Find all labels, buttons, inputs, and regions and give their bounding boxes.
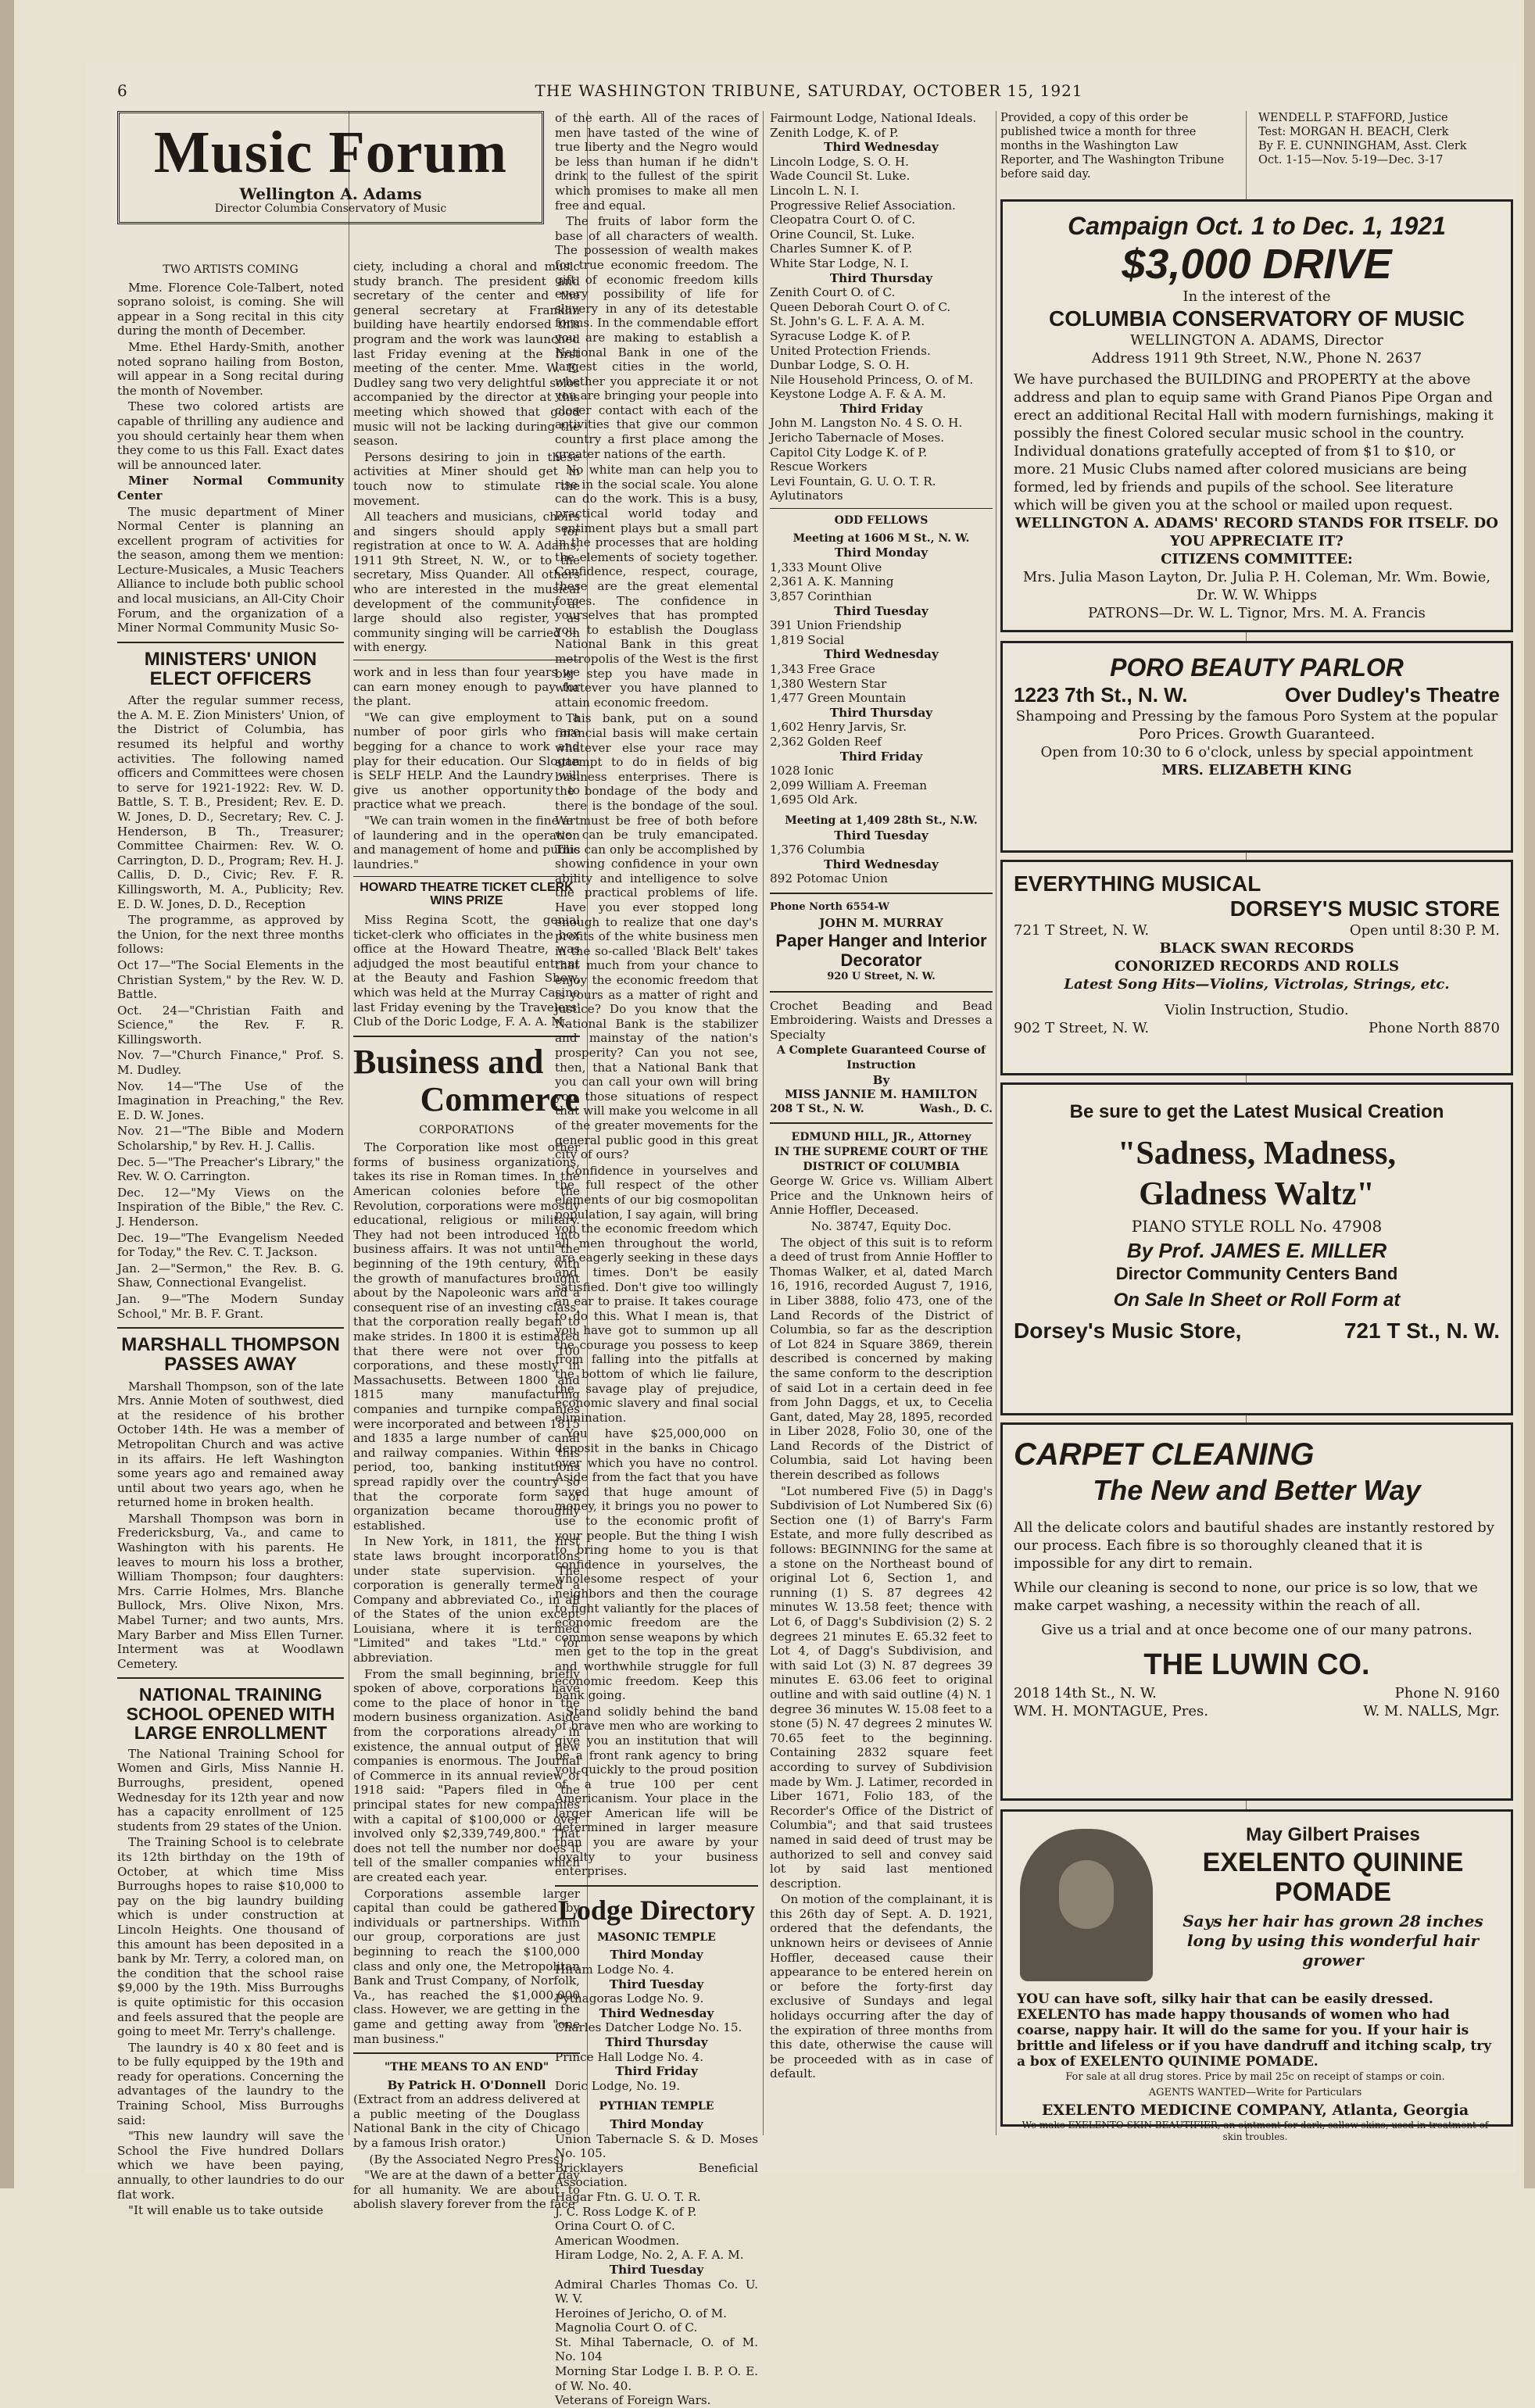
means-to-end-note: (Extract from an address delivered at a public meeting of the Douglass National Bank in the city of Chicago by a famous Irish orator.): [353, 2092, 580, 2151]
lodge-entry: St. Mihal Tabernacle, O. of M. No. 104: [555, 2335, 758, 2364]
article-paragraph: Marshall Thompson, son of the late Mrs. Annie Moten of southwest, died at the residence of his brother October 14th. He was a member of Metropolitan Church and was active in its affairs. He left Washington some years ago and remained away until about two years ago, when he returned home in broken health.: [117, 1379, 344, 1510]
article-paragraph: "It will enable us to take outside: [128, 2203, 324, 2218]
dorsey-music-store-ad: [1000, 860, 1513, 1075]
pythian-lodge-list: [555, 2117, 758, 2408]
music-forum-header: [117, 111, 544, 224]
legal-notice-conclusion: [1000, 111, 1231, 183]
lodge-entry: Wade Council St. Luke.: [770, 169, 911, 184]
meeting-day-heading: Third Tuesday: [609, 2262, 704, 2277]
legal-parties: George W. Grice vs. William Albert Price and the Unknown heirs of Annie Hoffler, Deceased.: [770, 1174, 993, 1218]
lodge-entry: American Woodmen.: [555, 2233, 680, 2248]
lodge-entry: St. John's G. L. F. A. A. M.: [770, 314, 925, 329]
article-paragraph: Miss Regina Scott, the genial ticket-clerk who officiates in the box office at the Howard Theatre, was adjudged the most beautiful entrant at the Beauty and Fashion Show, which was held at the Murray Casino last Friday evening by the Travelers' Club of the Doric Lodge, F. A. A. M.: [353, 912, 580, 1029]
lodge-entry: Hagar Ftn. G. U. O. T. R.: [555, 2189, 701, 2204]
article-paragraph: "We can train women in the fine art of laundering and in the operation and management of home and public laundries.": [353, 813, 580, 871]
ministers-program: [117, 958, 344, 1321]
section-divider: [117, 642, 344, 643]
dorsey-hours: Open until 8:30 P. M.: [1349, 922, 1500, 939]
lodge-entry: Capitol City Lodge K. of P.: [770, 445, 928, 460]
meeting-day-heading: Third Tuesday: [609, 1977, 704, 1991]
article-paragraph: "We can give employment to a number of poor girls who are begging for a chance to work and play for their education. Our Slogan is SELF HELP. And the Laundry will give us another opportunity to practice what we preach.: [353, 710, 580, 812]
poro-line1: Shampoing and Pressing by the famous Poro System at the popular Poro Prices. Growth Guaranteed.: [1015, 708, 1498, 742]
column-4: [770, 111, 993, 2143]
waltz-store: Dorsey's Music Store,: [1014, 1318, 1242, 1343]
article-paragraph: Corporations assemble larger capital than could be gathered by individuals or partnerships. Within our group, corporations are just beginning to reach the $100,000 class and only one, the Metropolitan Bank and Trust Company, of Norfolk, Va., has reached the $1,000,000 class. However, we are getting in the game and getting away from "one man business.": [353, 1886, 580, 2046]
exelento-paragraph: YOU can have soft, silky hair that can be easily dressed. EXELENTO has made happy thousands of women who had coarse, nappy hair. It will do the same for you. If your hair is brittle and lifeless or if you have dandruff and itching scalp, try a box of EXELENTO QUINIME POMADE.: [1017, 1991, 1492, 2070]
waltz-title1: "Sadness, Madness,: [1118, 1136, 1396, 1172]
music-forum-title: Music Forum: [153, 120, 508, 185]
dorsey-address2-row: [1014, 1019, 1500, 1037]
odd-fellows-heading: ODD FELLOWS: [834, 514, 929, 528]
dorsey-address: 721 T Street, N. W.: [1014, 922, 1150, 939]
meeting-day-heading: Third Friday: [615, 2064, 698, 2079]
section-divider: [770, 508, 993, 509]
masthead-title: THE WASHINGTON TRIBUNE, SATURDAY, OCTOBER 15, 1921: [535, 81, 1083, 100]
article-paragraph: The laundry is 40 x 80 feet and is to be fully equipped by the 19th and ready for operations. Concerning the advantages of the laundry to the Training School, Miss Burroughs said:: [117, 2040, 344, 2127]
lodge-entry: Zenith Court O. of C.: [770, 285, 896, 300]
lodge-entry: Magnolia Court O. of C.: [555, 2320, 698, 2335]
meeting-day-heading: Third Tuesday: [834, 828, 929, 843]
carpet-address-row: [1014, 1684, 1500, 1702]
miner-normal-heading: Miner Normal Community Center: [117, 474, 344, 503]
portrait-image: [1020, 1829, 1153, 1981]
waltz-roll: PIANO STYLE ROLL No. 47908: [1131, 1217, 1383, 1236]
poro-over: Over Dudley's Theatre: [1285, 683, 1500, 707]
legal-signatures: [1258, 111, 1512, 167]
lodge-entry: 892 Potomac Union: [770, 871, 888, 886]
hamilton-line2: A Complete Guaranteed Course of Instruction: [776, 1044, 986, 1072]
article-paragraph: Mme. Florence Cole-Talbert, noted soprano soloist, is coming. She will appear in a Song recital in this city during the month of December.: [117, 280, 344, 338]
lodge-entry: Charles Datcher Lodge No. 15.: [555, 2020, 742, 2035]
music-forum-byline-title: Director Columbia Conservatory of Music: [214, 202, 447, 215]
lodge-entry: 1,380 Western Star: [770, 676, 887, 691]
lodge-entry: Veterans of Foreign Wars.: [555, 2393, 711, 2408]
lodge-entry: Nile Household Princess, O. of M.: [770, 372, 974, 387]
program-item: Oct. 24—"Christian Faith and Science," the Rev. F. R. Killingsworth.: [117, 1003, 344, 1047]
drive-interest: In the interest of the: [1183, 288, 1331, 305]
exelento-agents: AGENTS WANTED—Write for Particulars: [1148, 2087, 1362, 2099]
lodge-entry: Dunbar Lodge, S. O. H.: [770, 358, 910, 373]
lodge-entry: 1,477 Green Mountain: [770, 691, 907, 706]
exelento-title2: POMADE: [1274, 1877, 1392, 1907]
music-forum-byline: Wellington A. Adams: [239, 184, 422, 203]
section-divider: [353, 876, 580, 877]
lodge-entry: Zenith Lodge, K. of P.: [770, 125, 899, 140]
carpet-paragraph: All the delicate colors and bautiful shades are instantly restored by our process. Each fibre is so thoroughly cleaned that it is impossible for any dirt to remain.: [1014, 1519, 1494, 1572]
article-paragraph: The Corporation like most other forms of business organizations, takes its rise in Roman times. In the American colonies before the Revolution, corporations were mostly educational, religious or military. They had not been introduced into business affairs. It was not until the beginning of the 19th century, with the growth of manufactures brought about by the Napoleonic wars and a consequent rise of an investing class, that the corporation really began to make strides. In 1800 it is estimated that there were not over 100 corporations, and these mostly in Massachusetts. Between 1800 and 1815 many manufacturing companies and turnpike companies were incorporated and between 1815 and 1835 a large number of canal and railway companies. Within this period, too, banking institutions spread rapidly over the country so that the corporate form of organization became thoroughly established.: [353, 1140, 580, 1533]
scan-edge-right: [1524, 0, 1535, 2188]
training-school-headline: NATIONAL TRAINING SCHOOL OPENED WITH LARGE ENROLLMENT: [126, 1684, 335, 1743]
lodge-entry: Keystone Lodge A. F. & A. M.: [770, 387, 946, 402]
lodge-entry: Jericho Tabernacle of Moses.: [770, 431, 945, 445]
article-paragraph: work and in less than four years we can earn money enough to pay for the plant.: [353, 665, 580, 709]
meeting-day-heading: Third Thursday: [829, 270, 933, 285]
murray-trade: Paper Hanger and Interior Decorator: [775, 931, 987, 971]
article-paragraph: Marshall Thompson was born in Fredericksburg, Va., and came to Washington with his parents. He leaves to mourn his loss a brother, William Thompson; four daughters: Mrs. Carrie Holmes, Mrs. Blanche Bullock, Mrs. Olive Nixon, Mrs. Mabel Turner; and two aunts, Mrs. Mary Barber and Miss Ellen Turner. Interment was at Woodlawn Cemetery.: [117, 1511, 344, 1671]
carpet-paragraph: While our cleaning is second to none, our price is so low, that we make carpet washing, a necessity within the reach of all.: [1014, 1580, 1478, 1614]
conservatory-drive-ad: [1000, 199, 1513, 632]
pythian-temple-heading: PYTHIAN TEMPLE: [599, 2100, 714, 2113]
column-3: [555, 111, 758, 2408]
hamilton-by: By: [872, 1072, 890, 1087]
lodge-entry: 1,819 Social: [770, 632, 845, 647]
page-number: 6: [117, 81, 128, 100]
lodge-entry: 3,857 Corinthian: [770, 589, 872, 603]
drive-paragraph: Individual donations gratefully accepted of from $1 to $10, or more. 21 Music Clubs named after colored musicians are being formed, led by friends and pupils of the school. See literature which will be given you at the school or mailed upon request.: [1014, 443, 1468, 513]
lodge-entry: 2,362 Golden Reef: [770, 734, 882, 749]
lodge-entry: Progressive Relief Association.: [770, 198, 956, 213]
column-rule: [763, 111, 764, 2135]
carpet-officers-row: [1014, 1702, 1500, 1720]
article-paragraph: The fruits of labor form the base of all characters of wealth. The possession of wealth makes for true economic freedom. The gift of economic freedom kills every possibility of life for slavery in any of its detestable forms. In the commendable effort you are making to establish a National Bank in one of the largest cities in the world, whether you appreciate it or not you are bringing your people into closer contact with each of the activities that give our common country a first place among the greater nations of the earth.: [555, 214, 758, 461]
drive-members: Mrs. Julia Mason Layton, Dr. Julia P. H. Coleman, Mr. Wm. Bowie, Dr. W. W. Whipps: [1022, 569, 1491, 603]
business-title-line2: Commerce: [420, 1079, 580, 1118]
dorsey-line4: Violin Instruction, Studio.: [1165, 1002, 1349, 1018]
poro-address-row: [1014, 682, 1500, 707]
lodge-entry: Rescue Workers: [770, 460, 868, 474]
odd-fellows-list-1: [770, 546, 993, 807]
lodge-entry: 391 Union Friendship: [770, 618, 902, 633]
hamilton-address: 208 T St., N. W.: [770, 1102, 864, 1115]
means-to-end-note2: (By the Associated Negro Press): [369, 2152, 564, 2166]
lodge-entry: Hiram Lodge, No. 2, A. F. A. M.: [555, 2248, 744, 2263]
lodge-entry: Admiral Charles Thomas Co. U. W. V.: [555, 2277, 758, 2306]
article-paragraph: After the regular summer recess, the A. M. E. Zion Ministers' Union, of the District of Columbia, has resumed its helpful and worthy activities. The following named officers and Committees were chosen to serve for 1921-1922: Rev. W. D. Battle, S. T. B., President; Rev. E. D. W. Jones, D. D., Secretary; Rev. C. J. Henderson, B Th., Treasurer; Committee Chairmen: Rev. W. O. Carrington, D. D., Program; Rev. H. J. Callis, D. D., Civic; Rev. F. R. Killingsworth, M. A., Publicity; Rev. E. D. W. Jones, D. D., Reception: [117, 693, 344, 911]
article-paragraph: Persons desiring to join in these activities at Miner should get in touch now to stimulate the movement.: [353, 449, 580, 508]
lodge-entry: United Protection Friends.: [770, 343, 931, 358]
article-paragraph: All teachers and musicians, choirs and singers should apply for registration at once to W. A. Adams, 1911 9th Street, N. W., or to the secretary, Miss Quander. All others who are interested in the musical development of the community at large should also register, as community singing will be carried on with energy.: [353, 510, 580, 655]
meeting-day-heading: Third Wednesday: [824, 140, 939, 155]
section-divider: [353, 2052, 580, 2054]
portrait-face: [1059, 1860, 1114, 1929]
waltz-director: Director Community Centers Band: [1115, 1264, 1398, 1283]
article-paragraph: "We are at the dawn of a better day for all humanity. We are about to abolish slavery forever from the face: [353, 2168, 580, 2212]
exelento-title1: EXELENTO QUININE: [1202, 1848, 1464, 1877]
lodge-entry: Fairmount Lodge, National Ideals.: [770, 111, 977, 125]
lodge-entry: 1028 Ionic: [770, 764, 834, 778]
meeting-day-heading: Third Wednesday: [824, 647, 939, 662]
carpet-phone: Phone N. 9160: [1394, 1685, 1500, 1701]
ministers-headline: MINISTERS' UNION ELECT OFFICERS: [144, 648, 317, 690]
lodge-entry: Lincoln L. N. I.: [770, 183, 860, 198]
waltz-store-address: 721 T St., N. W.: [1344, 1318, 1500, 1343]
article-paragraph: Confidence in yourselves and the full respect of the other elements of our big cosmopolitan population, I say again, will bring you the economic freedom which all men throughout the world, are eagerly seeking in these days and times. Don't be easily satisfied. Don't give too willingly an ear to praise. It takes courage to do this. What I mean is, that you have got to summon up all the courage you possess to keep from falling into the pitfalls at the bottom of which lie failure, the savage play of prejudice, economic slavery and final social elimination.: [555, 1163, 758, 1425]
program-item: Dec. 12—"My Views on the Inspiration of the Bible," the Rev. C. J. Henderson.: [117, 1185, 344, 1229]
lodge-entry: Doric Lodge, No. 19.: [555, 2078, 681, 2093]
dorsey-line3: Latest Song Hits—Violins, Victrolas, Strings, etc.: [1064, 976, 1450, 993]
article-paragraph: ciety, including a choral and music study branch. The president and secretary of the center and the general secretary at Franklin building have heartily endorsed this program and the work was launched last Friday evening at the first meeting of the center. Mme. W. E. Dudley sang two very delightful solos accompanied by the director at this meeting which showed that good music will not be lacking during the season.: [353, 259, 580, 449]
carpet-title2: The New and Better Way: [1093, 1474, 1421, 1506]
legal-paragraph: On motion of the complainant, it is this 26th day of Sept. A. D. 1921, ordered that the defendants, the unknown heirs or devisees of Annie Hoffler, deceased cause their appearance to be entered herein on or before the forty-first day exclusive of Sundays and legal holidays occurring after the day of the expiration of three months from this date, otherwise the cause will be proceeded with as in case of default.: [770, 1892, 993, 2081]
drive-address: Address 1911 9th Street, N.W., Phone N. 2637: [1091, 350, 1422, 367]
drive-amount: $3,000 DRIVE: [1122, 241, 1392, 288]
poro-line2: Open from 10:30 to 6 o'clock, unless by special appointment: [1040, 744, 1473, 760]
section-divider: [770, 1122, 993, 1124]
carpet-company: THE LUWIN CO.: [1143, 1648, 1370, 1681]
section-divider: [770, 893, 993, 894]
lodge-entry: Queen Deborah Court O. of C.: [770, 299, 951, 314]
article-paragraph: The National Training School for Women and Girls, Miss Nannie H. Burroughs, president, opened Wednesday for its 12th year and now has a capacity enrollment of 125 students from 29 states of the Union.: [117, 1746, 344, 1834]
program-item: Dec. 5—"The Preacher's Library," the Rev. W. O. Carrington.: [117, 1154, 344, 1184]
meeting-day-heading: Third Monday: [610, 1948, 703, 1963]
article-paragraph: You have $25,000,000 on deposit in the banks in Chicago over which you have no control. Aside from the fact that you have saved that huge amount of money, it brings you no power to use to the economic profit of your people. But the thing I wish to bring home to you is that confidence in yourselves, the wholesome respect of your neighbors and then the courage to fight valiantly for the places of economic freedom are the common sense weapons by which men get to the top in the great and worthwhile struggle for full economic freedom. Keep this bank going.: [555, 1426, 758, 1703]
business-title-line1: Business and: [353, 1042, 544, 1081]
meeting-day-heading: Third Tuesday: [834, 603, 929, 618]
masonic-temple-heading: MASONIC TEMPLE: [597, 1930, 716, 1944]
odd-fellows-meeting-1: Meeting at 1606 M St., N. W.: [793, 531, 970, 545]
section-divider: [117, 1677, 344, 1679]
murray-phone: Phone North 6554-W: [770, 900, 889, 913]
exelento-price: For sale at all drug stores. Price by mail 25c on receipt of stamps or coin.: [1065, 2071, 1445, 2083]
lodge-entry: 1,343 Free Grace: [770, 661, 875, 676]
lodge-entry: Morning Star Lodge I. B. P. O. E. of W. No. 40.: [555, 2364, 758, 2393]
drive-director: WELLINGTON A. ADAMS, Director: [1130, 332, 1383, 349]
waltz-sale: On Sale In Sheet or Roll Form at: [1113, 1290, 1401, 1311]
corporations-heading: CORPORATIONS: [419, 1123, 514, 1136]
means-to-end-byline: By Patrick H. O'Donnell: [387, 2077, 546, 2092]
section-divider: [117, 1327, 344, 1329]
lodge-entry: John M. Langston No. 4 S. O. H.: [770, 416, 963, 431]
lodge-entry: Cleopatra Court O. of C.: [770, 213, 916, 227]
murray-address: 920 U Street, N. W.: [827, 971, 936, 983]
marshall-headline: MARSHALL THOMPSON PASSES AWAY: [121, 1334, 340, 1376]
lodge-entry: 1,602 Henry Jarvis, Sr.: [770, 720, 907, 735]
lodge-entry: Hiram Lodge No. 4.: [555, 1963, 674, 1977]
article-paragraph: These two colored artists are capable of thrilling any audience and you should certainly hear them when they come to us this Fall. Exact dates will be announced later.: [117, 399, 344, 472]
carpet-president: WM. H. MONTAGUE, Pres.: [1014, 1703, 1208, 1719]
lodge-entry: 2,099 William A. Freeman: [770, 778, 927, 793]
legal-court: IN THE SUPREME COURT OF THE DISTRICT OF COLUMBIA: [774, 1146, 989, 1173]
masonic-lodge-list: [555, 1948, 758, 2093]
dorsey-title2: DORSEY'S MUSIC STORE: [1229, 896, 1500, 921]
legal-paragraph: "Lot numbered Five (5) in Dagg's Subdivision of Lot Numbered Six (6) Section one (1) of Barry's Farm Estate, and more fully described as follows: BEGINNING for the same at a stone on the Northeast bound of original Lot 6, Section 1, and running (1) S. 87 degrees 42 minutes W. 13.58 feet; thence with Lot 6, of Dagg's Subdivision (2) S. 2 degrees 21 minutes E. 65.32 feet to Lot 4, of Dagg's Subdivision, and with said Lot (3) N. 87 degrees 39 minutes E. 63.06 feet to original outline and with said outline (4) N. 1 degree 36 minutes W. 15.08 feet to a stone (5) N. 47 degrees 2 minutes W. 70.65 feet to the beginning. Containing 2832 square feet according to survey of Subdivision made by Wm. J. Latimer, recorded in Liber 1671, Folio 183, of the Recorder's Office of the District of Columbia"; and that said trustees named in said deed of trust may be authorized to sell and convey said lot by said last mentioned description.: [770, 1483, 993, 1891]
column-1: [117, 259, 344, 2218]
hamilton-name: MISS JANNIE M. HAMILTON: [785, 1087, 978, 1102]
waltz-by: By Prof. JAMES E. MILLER: [1126, 1239, 1387, 1262]
means-to-end-heading: "THE MEANS TO AN END": [384, 2061, 549, 2074]
program-item: Dec. 19—"The Evangelism Needed for Today," the Rev. C. T. Jackson.: [117, 1230, 344, 1260]
lodge-entry: Union Tabernacle S. & D. Moses No. 105.: [555, 2131, 758, 2161]
odd-fellows-meeting-2: Meeting at 1,409 28th St., N.W.: [785, 814, 978, 827]
meeting-day-heading: Third Wednesday: [599, 2005, 714, 2020]
waltz-line1: Be sure to get the Latest Musical Creation: [1069, 1101, 1444, 1122]
two-artists-heading: TWO ARTISTS COMING: [163, 263, 299, 276]
murray-ad: [770, 900, 993, 985]
article-paragraph: No white man can help you to rise in the social scale. You alone can do the work. This is a busy, practical world today and sentiment plays but a small part in the processes that are holding the elements of society together. Confidence, respect, courage, these are the great elemental forces. The confidence in yourselves that has prompted you to establish the Douglass National Bank in this great metropolis of the West is the first big step you have made in whatever you have planned to attain economic freedom.: [555, 463, 758, 710]
carpet-title1: CARPET CLEANING: [1014, 1437, 1315, 1472]
legal-justice: WENDELL P. STAFFORD, Justice: [1258, 112, 1448, 124]
poro-name: MRS. ELIZABETH KING: [1161, 762, 1352, 778]
exelento-quote: Says her hair has grown 28 inches long by using this wonderful hair grower: [1183, 1912, 1483, 1970]
program-item: Jan. 2—"Sermon," the Rev. B. G. Shaw, Connectional Evangelist.: [117, 1261, 344, 1290]
hamilton-ad: [770, 999, 993, 1117]
poro-title: PORO BEAUTY PARLOR: [1110, 653, 1404, 682]
carpet-address: 2018 14th St., N. W.: [1014, 1685, 1157, 1701]
exelento-line1: May Gilbert Praises: [1246, 1824, 1420, 1845]
article-paragraph: The Training School is to celebrate its 12th birthday on the 19th of October, at which time Miss Burroughs hopes to raise $10,000 to pay on the big laundry building which is under construction at Lincoln Heights. One thousand of this amount has been deposited in a bank by Mr. Terry, a colored man, on the condition that the school raise $9,000 by the 19th. Miss Burroughs is quite optimistic for this occasion and feels assured that the people are going to meet Mr. Terry's challenge.: [117, 1835, 344, 2039]
program-item: Nov. 14—"The Use of the Imagination in Preaching," the Rev. E. D. W. Jones.: [117, 1079, 344, 1122]
section-divider: [353, 1036, 580, 1037]
lodge-entry: Levi Fountain, G. U. O. T. R.: [770, 474, 936, 488]
dorsey-title1: EVERYTHING MUSICAL: [1014, 871, 1261, 896]
howard-headline: HOWARD THEATRE TICKET CLERK WINS PRIZE: [360, 881, 574, 908]
article-paragraph: The programme, as approved by the Union, for the next three months follows:: [117, 913, 344, 957]
lodge-directory-continued: [770, 111, 993, 503]
waltz-store-row: [1014, 1316, 1500, 1346]
newspaper-page: [86, 63, 1516, 2408]
meeting-day-heading: Third Wednesday: [824, 857, 939, 871]
lodge-entry: Syracuse Lodge K. of P.: [770, 328, 911, 343]
legal-attorney: EDMUND HILL, JR., Attorney: [791, 1131, 971, 1144]
lodge-entry: 1,333 Mount Olive: [770, 560, 882, 574]
lodge-directory-title: Lodge Directory: [557, 1894, 756, 1926]
lodge-entry: Orine Council, St. Luke.: [770, 227, 915, 242]
program-item: Nov. 21—"The Bible and Modern Scholarship," by Rev. H. J. Callis.: [117, 1124, 344, 1154]
exelento-company: EXELENTO MEDICINE COMPANY, Atlanta, Georgia: [1041, 2102, 1469, 2119]
poro-address: 1223 7th St., N. W.: [1014, 683, 1188, 707]
meeting-day-heading: Third Monday: [834, 546, 929, 560]
lodge-entry: Lincoln Lodge, S. O. H.: [770, 154, 909, 169]
dorsey-address-row: [1014, 921, 1500, 939]
lodge-entry: 1,376 Columbia: [770, 843, 865, 857]
legal-test: Test: MORGAN H. BEACH, Clerk: [1258, 126, 1449, 138]
hamilton-address-row: [770, 1102, 993, 1117]
legal-paragraph: The object of this suit is to reform a deed of trust from Annie Hoffler to Thomas Walker, et al, dated March 16, 1916, recorded August 7, 1916, in Liber 3888, folio 473, one of the Land Records of the District of Columbia, so far as the description of Lot 824 in Square 3869, therein described is concerned by making the same conform to the description of said Lot in a certain deed in fee from John Daggs, et ux, to Cecelia Gant, dated, May 28, 1895, recorded in Liber 2028, Folio 30, one of the Land Records of the District of Columbia, said Lot having been therein described as follows: [770, 1235, 993, 1483]
drive-committee: CITIZENS COMMITTEE:: [1161, 551, 1353, 567]
drive-record: WELLINGTON A. ADAMS' RECORD STANDS FOR ITSELF. DO YOU APPRECIATE IT?: [1015, 515, 1498, 549]
lodge-entry: 1,695 Old Ark.: [770, 793, 858, 807]
lodge-entry: Pythagoras Lodge No. 9.: [555, 1991, 704, 2006]
section-divider: [770, 991, 993, 993]
program-item: Jan. 9—"The Modern Sunday School," Mr. B. F. Grant.: [117, 1291, 344, 1321]
meeting-day-heading: Third Friday: [839, 401, 923, 416]
dorsey-line2: CONORIZED RECORDS AND ROLLS: [1114, 958, 1400, 975]
lodge-entry: Heroines of Jericho, O. of M.: [555, 2306, 727, 2320]
column-2: [353, 259, 580, 2212]
poro-beauty-parlor-ad: [1000, 641, 1513, 853]
article-paragraph: Stand solidly behind the band of brave men who are working to give you an institution that will be a front rank agency to bring you quickly to the proud position of a true 100 per cent Americanism. Your place in the larger American life will be determined in larger measure than you are aware by your loyalty to your business enterprises.: [555, 1704, 758, 1879]
article-paragraph: From the small beginning, briefly spoken of above, corporations have come to the place of honor in the modern business organization. Aside from the corporations already in existence, the annual output of new companies is enormous. The Journal of Commerce in its annual review of 1918 said: "Papers filed in the principal states for new companies with a capital of $100,000 or over involved only $2,339,749,800." That does not tell the number nor does it tell of the smaller companies which are created each year.: [353, 1666, 580, 1884]
dorsey-phone: Phone North 8870: [1368, 1020, 1500, 1036]
lodge-entry: Charles Sumner K. of P.: [770, 242, 913, 256]
program-item: Oct 17—"The Social Elements in the Christian System," by the Rev. W. D. Battle.: [117, 957, 344, 1002]
lodge-entry: Bricklayers Beneficial Association.: [555, 2160, 758, 2190]
drive-patrons: PATRONS—Dr. W. L. Tignor, Mrs. M. A. Francis: [1088, 605, 1426, 621]
article-paragraph: This bank, put on a sound financial basis will make certain whatever else your race may attempt to do in fields of big business enterprises. There is the bondage of the body and there is the bondage of the soul. We must be free of both before we can be truly emancipated. This can only be accomplished by showing confidence in your own ability and intelligence to solve the practical problems of life. Have you ever stopped long enough to realize that one day's profits of the white business men in the so-called 'Black Belt' takes that much from your chance to enjoy the economic freedom that is yours as a matter of right and justice? Do you know that the National Bank is the stabilizer and mainstay of the nation's prosperity? Can you not see, then, that a National Bank that you can call your own will bring you those situations of respect that will make you welcome in all of the greater movements for the general public good in this great city of ours?: [555, 711, 758, 1162]
article-paragraph: "This new laundry will save the School the Five hundred Dollars which we have been paying, annually, to other laundries to do our flat work.: [117, 2129, 344, 2202]
meeting-day-heading: Third Friday: [839, 749, 923, 764]
program-item: Nov. 7—"Church Finance," Prof. S. M. Dudley.: [117, 1048, 344, 1078]
lodge-entry: Aylutinators: [770, 488, 843, 503]
business-commerce-header: [353, 1043, 580, 1118]
waltz-ad: [1000, 1082, 1513, 1415]
lodge-entry: Orina Court O. of C.: [555, 2219, 675, 2234]
carpet-paragraph: Give us a trial and at once become one of our many patrons.: [1041, 1622, 1472, 1638]
masthead: [117, 81, 1501, 105]
legal-asst: By F. E. CUNNINGHAM, Asst. Clerk: [1258, 140, 1467, 152]
waltz-title2: Gladness Waltz": [1139, 1176, 1375, 1212]
odd-fellows-list-2: [770, 828, 993, 886]
article-paragraph: The music department of Miner Normal Center is planning an excellent program of activities for the season, among them we mention: Lecture-Musicales, a Music Teachers Alliance to include both public school and local musicians, an All-City Choir Forum, and the organization of a Miner Normal Community Music So-: [117, 504, 344, 635]
dorsey-line1: BLACK SWAN RECORDS: [1159, 940, 1354, 957]
meeting-day-heading: Third Monday: [610, 2116, 703, 2131]
lodge-entry: Prince Hall Lodge No. 4.: [555, 2049, 704, 2064]
legal-dates: Oct. 1-15—Nov. 5-19—Dec. 3-17: [1258, 154, 1444, 166]
meeting-day-heading: Third Thursday: [605, 2035, 708, 2049]
scan-edge-left: [0, 0, 14, 2188]
legal-paragraph: Provided, a copy of this order be published twice a month for three months in the Washington Law Reporter, and The Washington Tribune before said day.: [1000, 112, 1225, 181]
exelento-pomade-ad: [1000, 1809, 1513, 2142]
carpet-manager: W. M. NALLS, Mgr.: [1363, 1703, 1500, 1719]
lodge-entry: 2,361 A. K. Manning: [770, 574, 894, 589]
legal-docket: No. 38747, Equity Doc.: [810, 1218, 952, 1233]
article-paragraph: In New York, in 1811, the first state laws brought incorporations under state supervision. The corporation is generally termed a Company and abbreviated Co., in all of the States of the union except Louisiana, where it is termed "Limited" and takes "Ltd." for abbreviation.: [353, 1534, 580, 1666]
drive-campaign: Campaign Oct. 1 to Dec. 1, 1921: [1068, 212, 1446, 240]
section-divider: [555, 1885, 758, 1887]
lodge-entry: J. C. Ross Lodge K. of P.: [555, 2204, 697, 2219]
article-paragraph: Mme. Ethel Hardy-Smith, another noted soprano hailing from Boston, will appear in a Song recital during the month of November.: [117, 339, 344, 398]
exelento-footnote: We make EXELENTO SKIN BEAUTIFIER, an ointment for dark, sallow skins, used in treatment of skin troubles.: [1022, 2120, 1489, 2142]
lodge-entry: White Star Lodge, N. I.: [770, 256, 909, 270]
hamilton-city: Wash., D. C.: [919, 1102, 993, 1115]
dorsey-address2: 902 T Street, N. W.: [1014, 1020, 1150, 1036]
drive-org: COLUMBIA CONSERVATORY OF MUSIC: [1048, 306, 1465, 331]
murray-name: JOHN M. MURRAY: [819, 916, 943, 931]
hamilton-line1: Crochet Beading and Bead Embroidering. Waists and Dresses a Specialty: [770, 998, 993, 1042]
drive-paragraph: We have purchased the BUILDING and PROPERTY at the above address and plan to equip same with Grand Pianos Pipe Organ and erect an additional Recital Hall with modern furnishings, making it possibly the finest Colored secular music school in the country.: [1014, 371, 1494, 442]
carpet-cleaning-ad: [1000, 1422, 1513, 1801]
meeting-day-heading: Third Thursday: [829, 705, 933, 720]
article-paragraph: of the earth. All of the races of men have tasted of the wine of true liberty and the Negro would be less than human if he didn't drink to the fullest of the spirit which promises to make all men free and equal.: [555, 111, 758, 213]
